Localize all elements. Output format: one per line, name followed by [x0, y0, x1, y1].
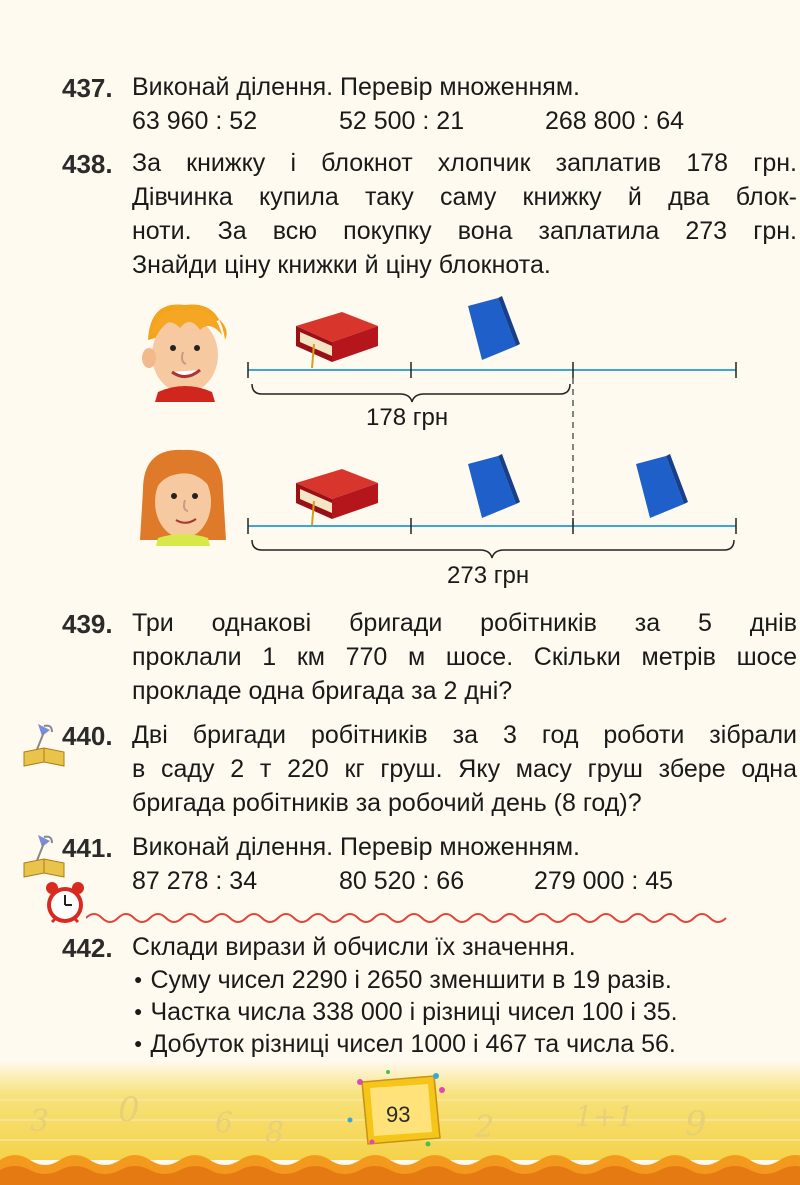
expression: 87 278 : 34	[132, 867, 258, 895]
bullet-item: ● Частка числа 338 000 і різниці чисел 100 і 35.	[134, 996, 678, 1031]
expression: 63 960 : 52	[132, 107, 258, 135]
decor-digit: 2	[475, 1110, 495, 1145]
task-text-line: проклали 1 км 770 м шосе. Скільки метрів шосе	[132, 643, 797, 671]
task-text-line: Три однакові бригади робітників за 5 днів	[132, 609, 797, 637]
task-text-line: Дівчинка купила таку саму книжку й два блок-	[132, 183, 797, 211]
decor-digit: 1+1	[575, 1100, 635, 1133]
task-text-line: прокладе одна бригада за 2 дні?	[132, 677, 513, 705]
decor-digit: 9	[685, 1104, 707, 1144]
book-icon	[296, 312, 378, 368]
task-441	[62, 830, 742, 900]
expression: 279 000 : 45	[534, 867, 674, 895]
task-442	[62, 930, 742, 1060]
task-text-line: Знайди ціну книжки й ціну блокнота.	[132, 251, 551, 279]
decor-digit: 6	[215, 1106, 233, 1139]
task-instruction: Склади вирази й обчисли їх значення.	[132, 933, 576, 961]
bullet-item: ● Суму чисел 2290 і 2650 зменшити в 19 разів.	[134, 964, 672, 999]
expression-row	[132, 104, 684, 138]
wavy-divider	[86, 910, 738, 926]
task-text-line: Дві бригади робітників за 3 год роботи зібрали	[132, 721, 797, 749]
task-440	[62, 718, 797, 823]
task-number: 439.	[62, 609, 113, 639]
task-439	[62, 606, 797, 711]
task-number: 441.	[62, 833, 113, 863]
task-instruction: Виконай ділення. Перевір множенням.	[132, 833, 580, 861]
decor-digit: 0	[118, 1090, 140, 1130]
task-number: 437.	[62, 73, 113, 103]
notebook-icon	[468, 454, 520, 518]
notebook-icon	[636, 454, 688, 518]
expression: 52 500 : 21	[339, 107, 465, 135]
boy-illustration	[142, 304, 227, 402]
segment-diagram	[120, 290, 760, 590]
task-text-line: в саду 2 т 220 кг груш. Яку масу груш збере одна	[132, 755, 797, 783]
notebook-icon	[468, 296, 520, 360]
task-text-line: За книжку і блокнот хлопчик заплатив 178 грн.	[132, 149, 797, 177]
task-number: 438.	[62, 149, 113, 179]
task-number: 440.	[62, 721, 113, 751]
expression: 80 520 : 66	[339, 867, 465, 895]
task-instruction: Виконай ділення. Перевір множенням.	[132, 73, 580, 101]
task-text-line: ноти. За всю покупку вона заплатила 273 грн.	[132, 217, 797, 245]
expression-row	[132, 864, 673, 898]
expression: 268 800 : 64	[545, 107, 685, 135]
lamp-book-icon	[22, 833, 66, 879]
bullet-item: ● Добуток різниці чисел 1000 і 467 та числа 56.	[134, 1028, 676, 1063]
decor-digit: 8	[265, 1116, 285, 1151]
girl-illustration	[140, 450, 226, 546]
price-label-girl: 273 грн	[447, 562, 530, 589]
task-437	[62, 70, 742, 140]
page-footer	[0, 1060, 800, 1185]
book-icon	[296, 469, 378, 525]
task-438	[62, 146, 797, 286]
task-text-line: бригада робітників за робочий день (8 год)?	[132, 789, 642, 817]
lamp-book-icon	[22, 722, 66, 768]
alarm-clock-icon	[42, 880, 88, 926]
page-number: 93	[386, 1102, 411, 1127]
price-label-boy: 178 грн	[366, 404, 449, 431]
task-number: 442.	[62, 933, 113, 963]
decor-digit: 3	[30, 1104, 50, 1139]
